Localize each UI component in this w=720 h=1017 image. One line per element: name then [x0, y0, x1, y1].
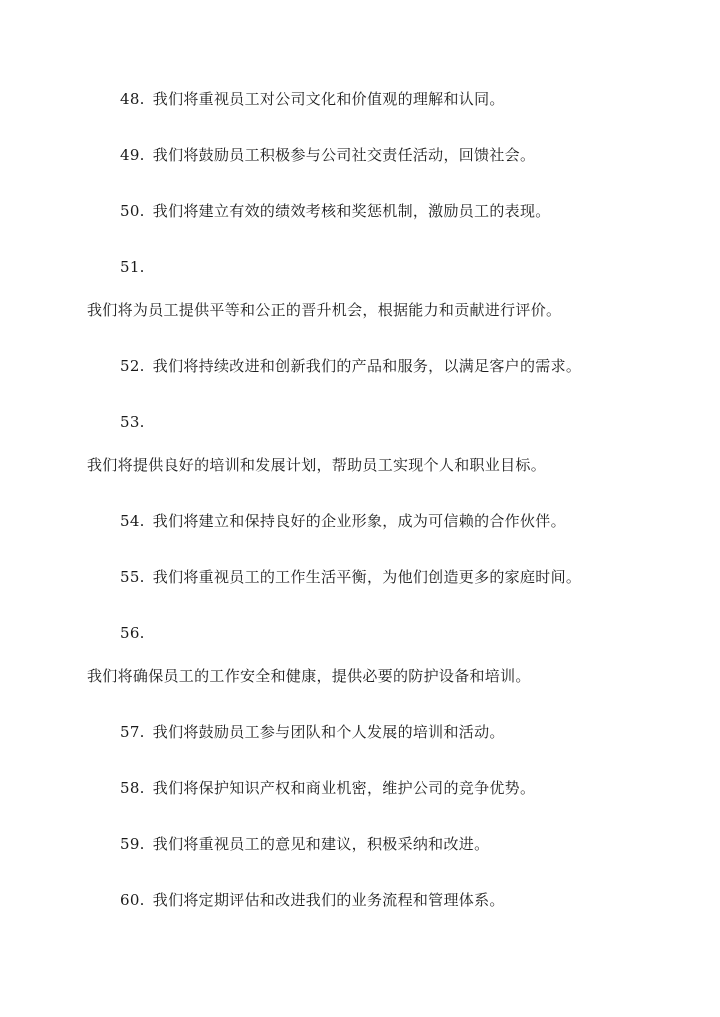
list-item-56-text: [87, 666, 531, 686]
list-item-54: [120, 511, 566, 531]
item-text: 我们将为员工提供平等和公正的晋升机会，根据能力和贡献进行评价。: [87, 301, 562, 319]
list-item-53-text: [87, 455, 546, 475]
item-text: 我们将重视员工的工作生活平衡，为他们创造更多的家庭时间。: [152, 568, 582, 586]
list-item-57: [120, 722, 505, 742]
item-text: 我们将鼓励员工参与团队和个人发展的培训和活动。: [152, 723, 505, 741]
item-text: 我们将建立和保持良好的企业形象，成为可信赖的合作伙伴。: [152, 512, 566, 530]
item-number: 58.: [120, 779, 145, 797]
item-number: 55.: [120, 568, 145, 586]
list-item-53-number: [120, 412, 153, 432]
item-number: 60.: [120, 891, 145, 909]
item-number: 59.: [120, 835, 145, 853]
item-text: 我们将保护知识产权和商业机密，维护公司的竞争优势。: [152, 779, 536, 797]
item-number: 54.: [120, 512, 145, 530]
list-item-59: [120, 834, 489, 854]
item-number: 57.: [120, 723, 145, 741]
item-text: 我们将确保员工的工作安全和健康，提供必要的防护设备和培训。: [87, 667, 531, 685]
item-number: 49.: [120, 146, 145, 164]
item-number: 56.: [120, 624, 145, 642]
item-text: 我们将建立有效的绩效考核和奖惩机制，激励员工的表现。: [152, 202, 551, 220]
item-text: 我们将定期评估和改进我们的业务流程和管理体系。: [152, 891, 505, 909]
list-item-56-number: [120, 623, 153, 643]
item-text: 我们将重视员工对公司文化和价值观的理解和认同。: [152, 90, 505, 108]
item-text: 我们将鼓励员工积极参与公司社交责任活动，回馈社会。: [152, 146, 536, 164]
item-number: 48.: [120, 90, 145, 108]
list-item-58: [120, 778, 535, 798]
item-text: 我们将重视员工的意见和建议，积极采纳和改进。: [152, 835, 490, 853]
item-number: 50.: [120, 202, 145, 220]
item-number: 52.: [120, 357, 145, 375]
list-item-48: [120, 89, 505, 109]
list-item-51-number: [120, 257, 153, 277]
list-item-55: [120, 567, 581, 587]
list-item-51-text: [87, 300, 561, 320]
item-number: 53.: [120, 413, 145, 431]
list-item-50: [120, 201, 551, 221]
list-item-60: [120, 890, 505, 910]
item-text: 我们将持续改进和创新我们的产品和服务，以满足客户的需求。: [152, 357, 582, 375]
item-number: 51.: [120, 258, 145, 276]
list-item-49: [120, 145, 535, 165]
item-text: 我们将提供良好的培训和发展计划，帮助员工实现个人和职业目标。: [87, 456, 547, 474]
list-item-52: [120, 356, 581, 376]
